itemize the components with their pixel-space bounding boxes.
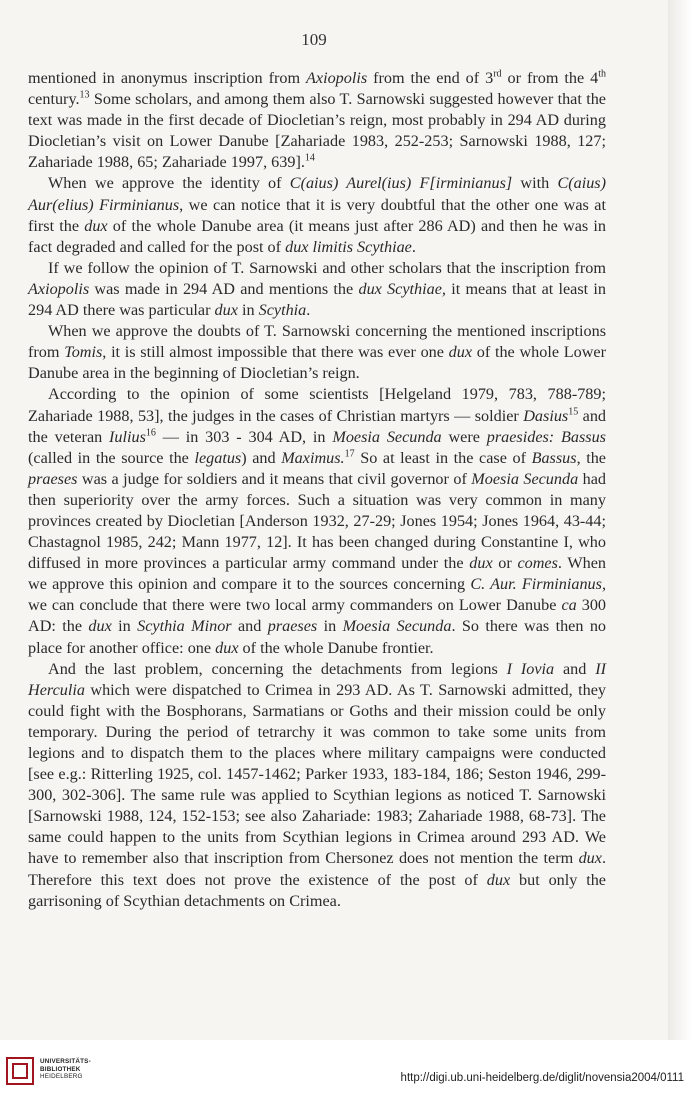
footer-bar [0,1040,692,1097]
paragraph [28,68,606,173]
text-run: it means that at least in 294 AD there was particular [28,279,607,320]
text-run: of the whole Danube area (it means just after 286 AD) and then he was in fact degraded and called for the post of [28,216,606,256]
text-run: dux [214,301,238,320]
text-run: century. [28,90,80,109]
paragraph [28,659,606,912]
text-run: C(aius) Aur(elius) Firminianus [28,174,606,214]
text-run: legatus [194,448,242,467]
text-run: C. Aur. Firminianus, [470,575,606,594]
text-run: Bassus [531,448,577,467]
text-run: in [111,617,138,636]
text-run: of the whole Danube frontier. [238,638,434,657]
footnote-ref: 16 [145,427,156,439]
text-run: Axiopolis [306,69,368,87]
text-run: were [441,427,487,446]
text-run: — in 303 - 304 AD, in [155,427,333,446]
text-run: . [411,237,416,256]
text-run: ca [561,596,577,615]
text-run: Dasius [523,406,569,425]
source-url-link[interactable]: http://digi.ub.uni-heidelberg.de/diglit/novensia2004/0111 [400,1072,684,1084]
text-run: or from the 4 [501,69,599,87]
text-run: Moesia Secunda [342,617,452,636]
text-run: When we approve the doubts of T. Sarnowski concerning the mentioned inscriptions from [28,322,606,362]
text-run: but only the garrisoning of Scythian detachments on Crimea. [28,870,606,910]
text-run: dux [469,554,493,573]
text-run: . [306,301,311,320]
footnote-ref: 15 [568,406,579,418]
text-run: ) and [241,448,282,467]
page-number: 109 [301,30,327,49]
text-run: dux Scythiae, [358,279,446,298]
footnote-ref: 13 [79,89,90,101]
text-run: When we approve the identity of [48,174,290,193]
text-run: (called in the source the [28,448,195,467]
paragraph [28,321,606,384]
footnote-ref: 14 [304,152,315,164]
text-run: and [231,617,268,636]
page-edge-shadow [668,0,692,1040]
text-run: praesides: Bassus [486,427,606,446]
text-run: mentioned in anonymus inscription from [28,69,306,87]
text-run: Some scholars, and among them also T. Sarnowski suggested however that the text was made in the first decade of Diocletian’s reign, most probably in 294 AD during Diocletian’s visit on Lower Danube [Zahariade 1983, 252-253; Sarnowski 1988, 127; Zahariade 1988, 65; Zahariade 1997, 639]. [28,90,606,172]
logo-line-1: UNIVERSITÄTS- [40,1058,91,1065]
library-logo-icon [6,1057,34,1085]
text-run: Iulius [109,427,146,446]
text-run: from the end of 3 [367,69,494,87]
text-run: And the last problem, concerning the detachments from legions [48,659,507,678]
text-run: comes [517,554,558,573]
text-run: dux [84,216,108,235]
text-run: . When we approve this opinion and compare it to the sources concerning [28,554,607,594]
text-run: Moesia Secunda [332,427,442,446]
text-run: According to the opinion of some scientists [Helgeland 1979, 783, 788-789; Zahariade 1988, 53], the judges in the cases of Christian martyrs — soldier [28,385,606,425]
text-run: I Iovia [506,659,555,678]
text-run: Scythia Minor [137,617,232,636]
text-run: of the whole Lower Danube area in the beginning of Diocletian’s reign. [28,343,606,383]
library-logo-text [40,1058,91,1081]
logo-line-2: BIBLIOTHEK [40,1065,81,1073]
text-run: . Therefore this text does not prove the existence of the post of [28,849,606,889]
text-run: was made in 294 AD and mentions the [89,279,359,298]
text-run: in [317,617,343,636]
text-run: and the veteran [28,406,607,446]
footnote-ref: 17 [344,448,355,460]
text-run: Scythia [258,301,307,320]
text-run: had then superiority over the army forces. Such a situation was very common in many provinces created by Diocletian [Anderson 1932, 27-29; Jones 1954; Jones 1964, 43-44; Chastagnol 1985, 242; Mann 1977, 12]. It has been changed during Constantine I, who diffused in more provinces a particular army command under the [28,469,606,573]
text-run: If we follow the opinion of T. Sarnowski and other scholars that the inscription from [48,258,606,277]
body-text [28,68,606,912]
text-run: Moesia Secunda [471,469,579,488]
text-run: dux [448,343,473,362]
text-run: praeses [28,469,78,488]
text-run: II Herculia [28,659,606,699]
footnote-ref: th [598,68,606,80]
logo-line-3: HEIDELBERG [40,1073,83,1081]
text-run: dux [578,849,602,868]
text-run: or [492,554,518,573]
paragraph [28,258,606,321]
text-run: 300 AD: the [28,596,607,636]
text-run: with [512,174,558,193]
text-run: was a judge for soldiers and it means that civil governor of [77,469,472,488]
text-run: . So there was then no place for another office: one [28,617,607,657]
text-run: Axiopolis [28,279,90,298]
paragraph [28,384,606,658]
text-run: dux limitis Scythiae [285,237,412,256]
text-run: , the [576,448,606,467]
text-run: Maximus. [281,448,345,467]
paragraph [28,173,606,257]
text-run: So at least in the case of [354,448,532,467]
text-run: which were dispatched to Crimea in 293 AD. As T. Sarnowski admitted, they could fight with the Bosphorans, Sarmatians or Goths and their mission could be only temporary. During the period of tetrarchy it was common to take some units from legions and to dispatch them to the places where military campaigns were conducted [see e.g.: Ritterling 1925, col. 1457-1462; Parker 1933, 183-184, 186; Seston 1946, 299-300, 302-306]. The same rule was applied to Scythian legions as noticed T. Sarnowski [Sarnowski 1988, 124, 152-153; see also Zahariade: 1983; Zahariade 1988, 68-73]. The same could happen to the units from Scythian legions in Crimea around 293 AD. We have to remember also that inscription from Chersonez does not mention the term [28,680,606,868]
text-run: dux [486,870,511,889]
text-run: we can conclude that there were two local army commanders on Lower Danube [28,596,562,615]
text-run: C(aius) Aurel(ius) F[irminianus] [289,174,513,193]
text-run: dux [88,617,112,636]
text-run: praeses [267,617,318,636]
text-run: dux [215,638,239,657]
text-run: in [237,301,259,320]
footnote-ref: rd [493,68,502,80]
text-run: and [554,659,596,678]
text-run: Tomis [64,343,103,362]
text-run: , it is still almost impossible that there was ever one [102,343,449,362]
text-run: , we can notice that it is very doubtful that the other one was at first the [28,195,606,235]
